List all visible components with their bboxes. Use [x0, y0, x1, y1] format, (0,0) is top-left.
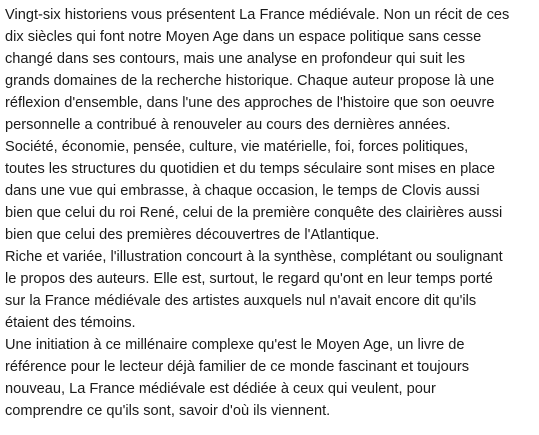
description-line: Vingt-six historiens vous présentent La France médiévale. Non un récit de ces: [5, 7, 510, 23]
description-line: référence pour le lecteur déjà familier de ce monde fascinant et toujours: [5, 359, 470, 375]
description-line: Une initiation à ce millénaire complexe qu'est le Moyen Age, un livre de: [5, 337, 465, 353]
description-line: bien que celui du roi René, celui de la première conquête des clairières aussi: [5, 205, 503, 221]
description-line: étaient des témoins.: [5, 315, 136, 331]
book-description: [5, 4, 535, 422]
description-line: nouveau, La France médiévale est dédiée à ceux qui veulent, pour: [5, 381, 436, 397]
description-line: bien que celui des premières découvertres de l'Atlantique.: [5, 227, 380, 243]
description-line: comprendre ce qu'ils sont, savoir d'où ils viennent.: [5, 403, 331, 419]
description-line: Riche et variée, l'illustration concourt à la synthèse, complétant ou soulignant: [5, 249, 503, 265]
description-line: grands domaines de la recherche historique. Chaque auteur propose là une: [5, 73, 495, 89]
description-line: toutes les structures du quotidien et du temps séculaire sont mises en place: [5, 161, 495, 177]
description-line: dans une vue qui embrasse, à chaque occasion, le temps de Clovis aussi: [5, 183, 480, 199]
description-line: dix siècles qui font notre Moyen Age dans un espace politique sans cesse: [5, 29, 482, 45]
description-line: changé dans ses contours, mais une analyse en profondeur qui suit les: [5, 51, 465, 67]
description-line: le propos des auteurs. Elle est, surtout, le regard qu'ont en leur temps porté: [5, 271, 493, 287]
description-line: réflexion d'ensemble, dans l'une des approches de l'histoire que son oeuvre: [5, 95, 495, 111]
description-line: personnelle a contribué à renouveler au cours des dernières années.: [5, 117, 451, 133]
description-line: Société, économie, pensée, culture, vie matérielle, foi, forces politiques,: [5, 139, 469, 155]
description-line: sur la France médiévale des artistes auxquels nul n'avait encore dit qu'ils: [5, 293, 477, 309]
